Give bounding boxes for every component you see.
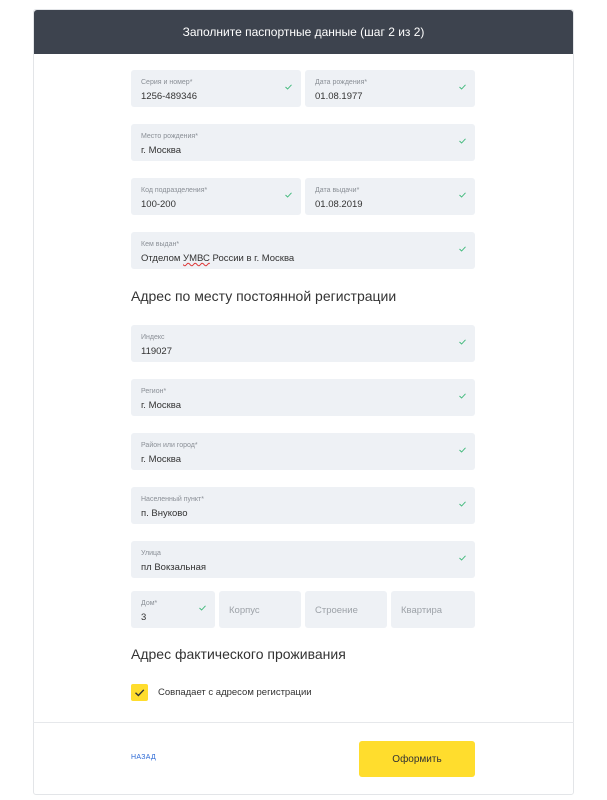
check-icon xyxy=(459,501,465,510)
check-icon xyxy=(285,84,291,93)
issue-date-field[interactable]: Дата выдачи* 01.08.2019 xyxy=(305,178,475,215)
birth-place-field[interactable]: Место рождения* г. Москва xyxy=(131,124,475,161)
series-number-field[interactable]: Серия и номер* 1256-489346 xyxy=(131,70,301,107)
checkmark-icon xyxy=(131,684,148,701)
registration-section-title: Адрес по месту постоянной регистрации xyxy=(131,288,397,304)
district-field[interactable]: Район или город* г. Москва xyxy=(131,433,475,470)
region-label: Регион xyxy=(141,388,164,395)
issued-by-field[interactable]: Кем выдан* Отделом УМВС России в г. Москва xyxy=(131,232,475,269)
house-value: 3 xyxy=(141,612,147,623)
street-label: Улица xyxy=(141,550,161,557)
korpus-placeholder: Корпус xyxy=(229,605,260,616)
street-field[interactable] xyxy=(131,541,475,578)
check-icon xyxy=(459,393,465,402)
spellcheck-word: УМВС xyxy=(183,253,210,264)
division-code-value: 100-200 xyxy=(141,199,176,210)
street-value: пл Вокзальная xyxy=(141,562,207,573)
index-label: Индекс xyxy=(141,334,165,341)
apartment-field[interactable] xyxy=(391,591,475,628)
check-icon xyxy=(459,138,465,147)
region-field[interactable]: Регион* г. Москва xyxy=(131,379,475,416)
settlement-label: Населенный пункт xyxy=(141,496,202,503)
birth-place-value: г. Москва xyxy=(141,145,182,156)
settlement-value: п. Внуково xyxy=(141,508,188,519)
birth-date-label: Дата рождения xyxy=(315,79,365,86)
korpus-field[interactable] xyxy=(219,591,301,628)
division-code-label: Код подразделения xyxy=(141,187,205,194)
issue-date-label: Дата выдачи xyxy=(315,187,357,194)
check-icon xyxy=(199,605,205,614)
back-link[interactable]: НАЗАД xyxy=(131,754,157,761)
settlement-field[interactable]: Населенный пункт* п. Внуково xyxy=(131,487,475,524)
check-icon xyxy=(459,339,465,348)
check-icon xyxy=(459,84,465,93)
check-icon xyxy=(459,447,465,456)
check-icon xyxy=(459,555,465,564)
check-icon xyxy=(459,192,465,201)
check-icon xyxy=(459,246,465,255)
submit-button[interactable]: Оформить xyxy=(359,741,475,777)
building-placeholder: Строение xyxy=(315,605,358,616)
index-field[interactable] xyxy=(131,325,475,362)
issue-date-value: 01.08.2019 xyxy=(315,199,363,210)
issued-by-value-suffix: России в г. Москва xyxy=(209,253,295,264)
issued-by-value-prefix: Отделом xyxy=(141,253,184,264)
form-header: Заполните паспортные данные (шаг 2 из 2) xyxy=(34,10,573,54)
building-field[interactable] xyxy=(305,591,387,628)
series-number-label: Серия и номер xyxy=(141,79,190,86)
footer-divider xyxy=(33,722,574,723)
house-label: Дом xyxy=(141,600,155,607)
birth-place-label: Место рождения xyxy=(141,133,196,140)
series-number-value: 1256-489346 xyxy=(141,91,197,102)
region-value: г. Москва xyxy=(141,400,182,411)
issued-by-value xyxy=(141,253,294,264)
apartment-placeholder: Квартира xyxy=(401,605,443,616)
district-label: Район или город xyxy=(141,442,195,449)
same-address-label[interactable]: Совпадает с адресом регистрации xyxy=(158,687,312,698)
index-value: 119027 xyxy=(141,346,172,357)
division-code-field[interactable]: Код подразделения* 100-200 xyxy=(131,178,301,215)
birth-date-value: 01.08.1977 xyxy=(315,91,363,102)
house-field[interactable]: Дом* 3 xyxy=(131,591,215,628)
birth-date-field[interactable]: Дата рождения* 01.08.1977 xyxy=(305,70,475,107)
district-value: г. Москва xyxy=(141,454,182,465)
same-address-checkbox[interactable] xyxy=(131,684,148,701)
actual-address-section-title: Адрес фактического проживания xyxy=(131,646,346,662)
issued-by-label: Кем выдан xyxy=(141,241,177,248)
check-icon xyxy=(285,192,291,201)
